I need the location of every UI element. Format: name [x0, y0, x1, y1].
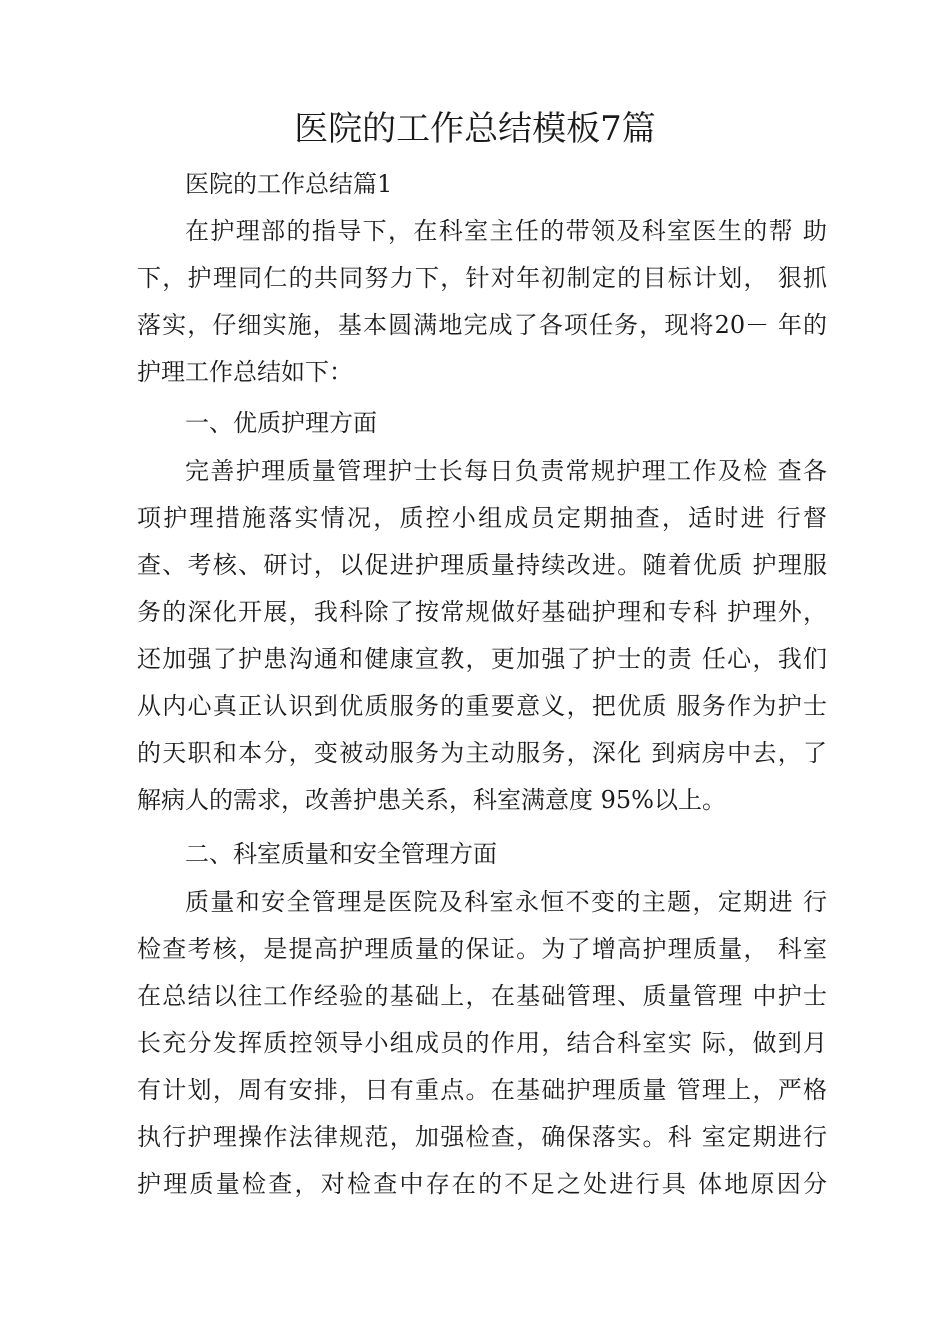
paragraph-line: 在护理部的指导下，在科室主任的带领及科室医生的帮 助 [185, 217, 827, 245]
paragraph-line: 执行护理操作法律规范，加强检查，确保落实。科 室定期进行 [137, 1123, 827, 1151]
document-title: 医院的工作总结模板7篇 [294, 109, 656, 149]
paragraph-line: 有计划，周有安排，日有重点。在基础护理质量 管理上，严格 [137, 1076, 827, 1104]
section-heading-quality-care: 一、优质护理方面 [185, 409, 377, 437]
paragraph-line: 解病人的需求，改善护患关系，科室满意度 95%以上。 [137, 786, 726, 814]
paragraph-line: 完善护理质量管理护士长每日负责常规护理工作及检 查各 [185, 457, 827, 485]
paragraph-line: 检查考核，是提高护理质量的保证。为了增高护理质量， 科室 [137, 935, 827, 963]
paragraph-line: 从内心真正认识到优质服务的重要意义，把优质 服务作为护士 [137, 692, 827, 720]
paragraph-line: 务的深化开展，我科除了按常规做好基础护理和专科 护理外， [137, 598, 827, 626]
paragraph-line: 的天职和本分，变被动服务为主动服务，深化 到病房中去，了 [137, 739, 827, 767]
paragraph-line: 下，护理同仁的共同努力下，针对年初制定的目标计划， 狠抓 [137, 264, 827, 292]
section-heading-part1: 医院的工作总结篇1 [185, 170, 393, 198]
paragraph-line: 长充分发挥质控领导小组成员的作用，结合科室实 际，做到月 [137, 1029, 827, 1057]
section-heading-safety-management: 二、科室质量和安全管理方面 [185, 840, 497, 868]
paragraph-line: 落实，仔细实施，基本圆满地完成了各项任务，现将20－ 年的 [137, 311, 827, 339]
paragraph-line: 护理质量检查，对检查中存在的不足之处进行具 体地原因分 [137, 1170, 827, 1198]
paragraph-line: 在总结以往工作经验的基础上，在基础管理、质量管理 中护士 [137, 982, 827, 1010]
paragraph-line: 质量和安全管理是医院及科室永恒不变的主题，定期进 行 [185, 888, 827, 916]
paragraph-line: 护理工作总结如下： [137, 358, 353, 386]
paragraph-line: 查、考核、研讨，以促进护理质量持续改进。随着优质 护理服 [137, 551, 827, 579]
paragraph-line: 还加强了护患沟通和健康宣教，更加强了护士的责 任心，我们 [137, 645, 827, 673]
paragraph-line: 项护理措施落实情况，质控小组成员定期抽查，适时进 行督 [137, 504, 827, 532]
